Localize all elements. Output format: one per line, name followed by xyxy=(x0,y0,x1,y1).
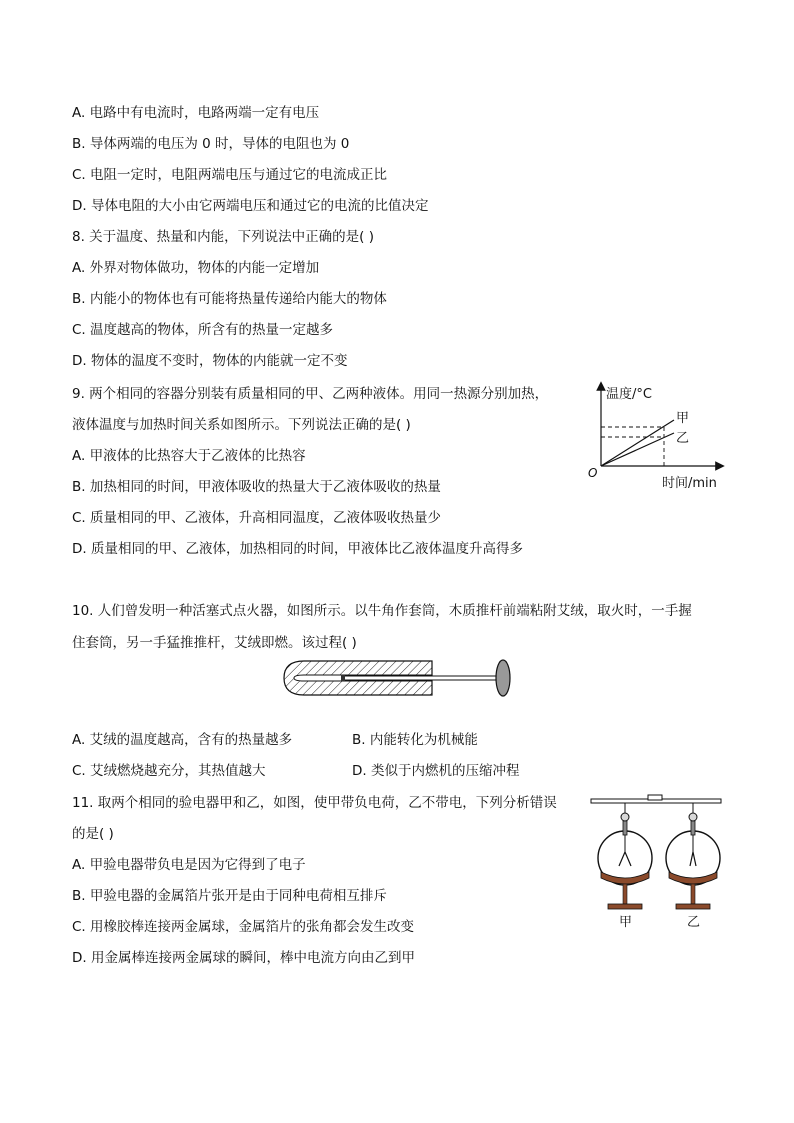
q7-option-a: A. 电路中有电流时，电路两端一定有电压 xyxy=(72,105,320,121)
graph-ylabel: 温度/°C xyxy=(606,387,652,402)
q9-stem-line1: 9. 两个相同的容器分别装有质量相同的甲、乙两种液体。用同一热源分别加热， xyxy=(72,386,549,402)
q8-stem: 8. 关于温度、热量和内能，下列说法中正确的是( ) xyxy=(72,229,374,245)
q7-option-c: C. 电阻一定时，电阻两端电压与通过它的电流成正比 xyxy=(72,167,388,183)
q11-stem-line2: 的是( ) xyxy=(72,826,114,842)
q9-option-b: B. 加热相同的时间，甲液体吸收的热量大于乙液体吸收的热量 xyxy=(72,479,441,495)
q11-option-c: C. 用橡胶棒连接两金属球，金属箔片的张角都会发生改变 xyxy=(72,919,415,935)
q10-option-a: A. 艾绒的温度越高，含有的热量越多 xyxy=(72,732,293,748)
piston-fire-starter-figure xyxy=(282,656,514,700)
line-yi xyxy=(601,433,674,466)
q10-stem-line1: 10. 人们曾发明一种活塞式点火器，如图所示。以牛角作套筒，木质推杆前端粘附艾绒，取火时，一手握 xyxy=(72,603,692,619)
q10-option-c: C. 艾绒燃烧越充分，其热值越大 xyxy=(72,763,266,779)
electroscope-label-jia: 甲 xyxy=(619,915,633,930)
q10-option-b: B. 内能转化为机械能 xyxy=(352,732,478,748)
electroscope-yi xyxy=(666,803,720,909)
q11-option-b: B. 甲验电器的金属箔片张开是由于同种电荷相互排斥 xyxy=(72,888,387,904)
q9-option-c: C. 质量相同的甲、乙液体，升高相同温度，乙液体吸收热量少 xyxy=(72,510,442,526)
q7-option-b: B. 导体两端的电压为 0 时，导体的电阻也为 0 xyxy=(72,136,350,152)
push-rod xyxy=(342,676,496,680)
q11-stem-line1: 11. 取两个相同的验电器甲和乙，如图，使甲带负电荷，乙不带电，下列分析错误 xyxy=(72,795,557,811)
q10-option-d: D. 类似于内燃机的压缩冲程 xyxy=(352,763,520,779)
electroscopes-figure xyxy=(588,792,724,932)
moxa-tinder xyxy=(341,675,345,681)
q8-option-a: A. 外界对物体做功，物体的内能一定增加 xyxy=(72,260,320,276)
electroscope-label-yi: 乙 xyxy=(687,915,701,930)
q11-option-a: A. 甲验电器带负电是因为它得到了电子 xyxy=(72,857,306,873)
q9-temperature-graph xyxy=(584,380,726,492)
q8-option-b: B. 内能小的物体也有可能将热量传递给内能大的物体 xyxy=(72,291,387,307)
electroscope-jia xyxy=(598,803,652,909)
q11-option-d: D. 用金属棒连接两金属球的瞬间，棒中电流方向由乙到甲 xyxy=(72,950,415,966)
q8-option-d: D. 物体的温度不变时，物体的内能就一定不变 xyxy=(72,353,348,369)
rod-clip xyxy=(648,795,662,800)
q9-stem-line2: 液体温度与加热时间关系如图所示。下列说法正确的是( ) xyxy=(72,417,411,433)
q8-option-c: C. 温度越高的物体，所含有的热量一定越多 xyxy=(72,322,334,338)
q10-stem-line2: 住套筒，另一手猛推推杆，艾绒即燃。该过程( ) xyxy=(72,635,357,651)
q7-option-d: D. 导体电阻的大小由它两端电压和通过它的电流的比值决定 xyxy=(72,198,429,214)
q9-option-a: A. 甲液体的比热容大于乙液体的比热容 xyxy=(72,448,306,464)
graph-origin: O xyxy=(588,466,598,480)
graph-label-jia: 甲 xyxy=(676,411,690,426)
rod-handle xyxy=(496,660,510,696)
graph-xlabel: 时间/min xyxy=(662,476,717,491)
graph-label-yi: 乙 xyxy=(676,431,690,446)
q9-option-d: D. 质量相同的甲、乙液体，加热相同的时间，甲液体比乙液体温度升高得多 xyxy=(72,541,523,557)
